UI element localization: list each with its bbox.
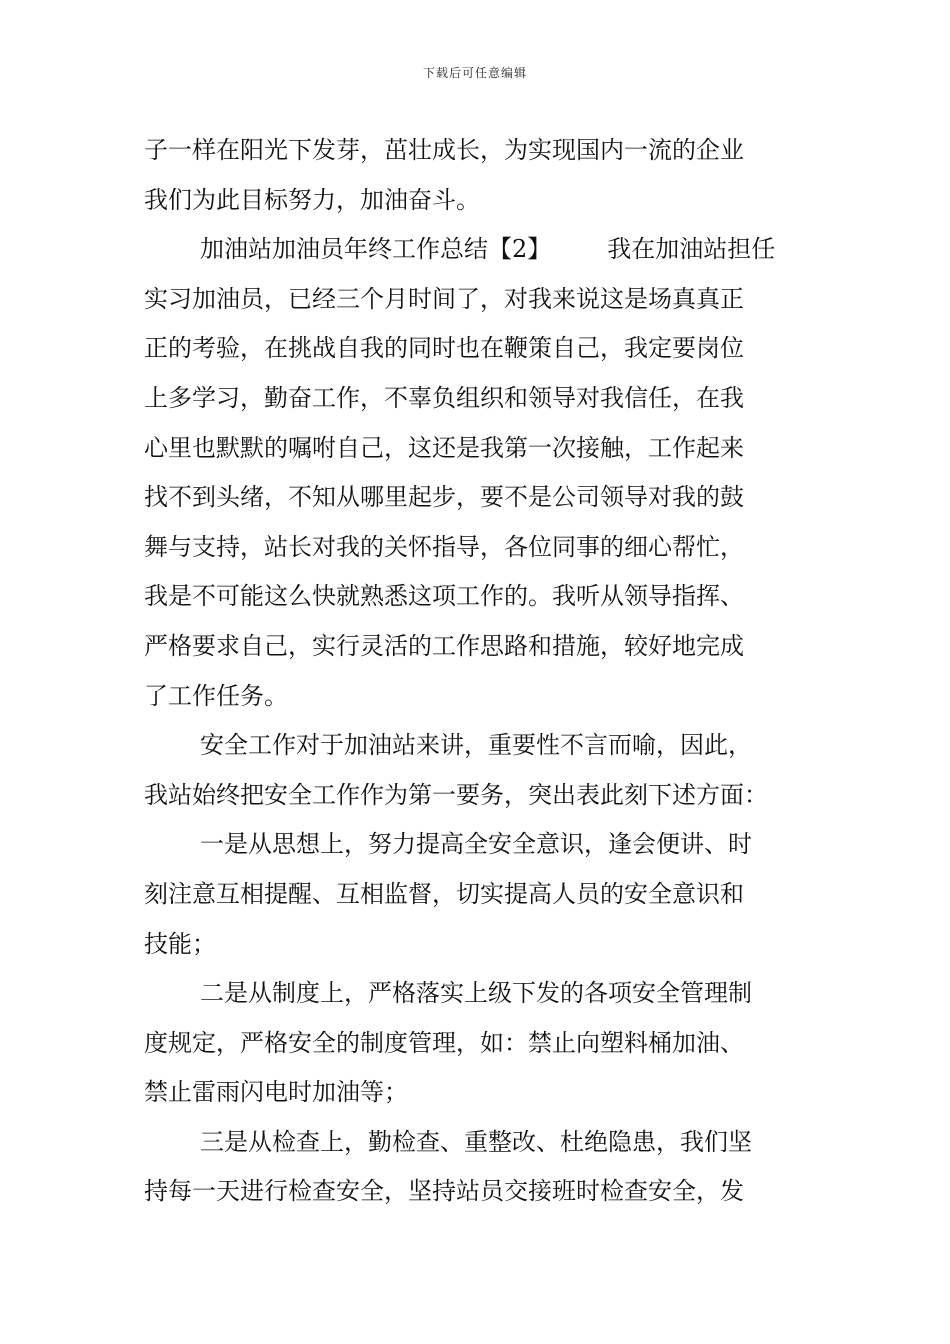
text-line: 我站始终把安全工作作为第一要务，突出表此刻下述方面：: [144, 780, 768, 809]
text-line: 心里也默默的嘱咐自己，这还是我第一次接触，工作起来: [144, 433, 744, 462]
text-line: 二是从制度上，严格落实上级下发的各项安全管理制: [200, 979, 752, 1008]
text-segment: 我在加油站担任: [607, 235, 776, 264]
text-line: 我是不可能这么快就熟悉这项工作的。我听从领导指挥、: [144, 582, 744, 611]
text-line: 刻注意互相提醒、互相监督，切实提高人员的安全意识和: [144, 879, 744, 908]
text-line: 严格要求自己，实行灵活的工作思路和措施，较好地完成: [144, 631, 744, 660]
text-line: 上多学习，勤奋工作，不辜负组织和领导对我信任，在我: [144, 383, 744, 412]
section-heading: 加油站加油员年终工作总结【2】: [200, 235, 552, 264]
text-line: 度规定，严格安全的制度管理，如：禁止向塑料桶加油、: [144, 1028, 744, 1057]
text-line: 我们为此目标努力，加油奋斗。: [144, 185, 480, 214]
text-line: 子一样在阳光下发芽，茁壮成长，为实现国内一流的企业: [144, 136, 744, 164]
text-line: 禁止雷雨闪电时加油等；: [144, 1078, 408, 1107]
document-body: [144, 126, 808, 1217]
page-header: 下载后可任意编辑: [422, 66, 527, 80]
text-line: 三是从检查上，勤检查、重整改、杜绝隐患，我们坚: [200, 1127, 752, 1156]
section-heading-line: [144, 225, 808, 275]
text-line: 持每一天进行检查安全，坚持站员交接班时检查安全，发: [144, 1177, 744, 1206]
text-line: 技能；: [144, 929, 216, 958]
text-line: 一是从思想上，努力提高全安全意识，逢会便讲、时: [200, 830, 752, 859]
text-line: 找不到头绪，不知从哪里起步，要不是公司领导对我的鼓: [144, 483, 744, 512]
text-line: 正的考验，在挑战自我的同时也在鞭策自己，我定要岗位: [144, 334, 744, 363]
text-line: 安全工作对于加油站来讲，重要性不言而喻，因此，: [200, 731, 752, 760]
text-line: 实习加油员，已经三个月时间了，对我来说这是场真真正: [144, 284, 744, 313]
text-line: 舞与支持，站长对我的关怀指导，各位同事的细心帮忙，: [144, 532, 744, 561]
text-line: 了工作任务。: [144, 681, 288, 710]
